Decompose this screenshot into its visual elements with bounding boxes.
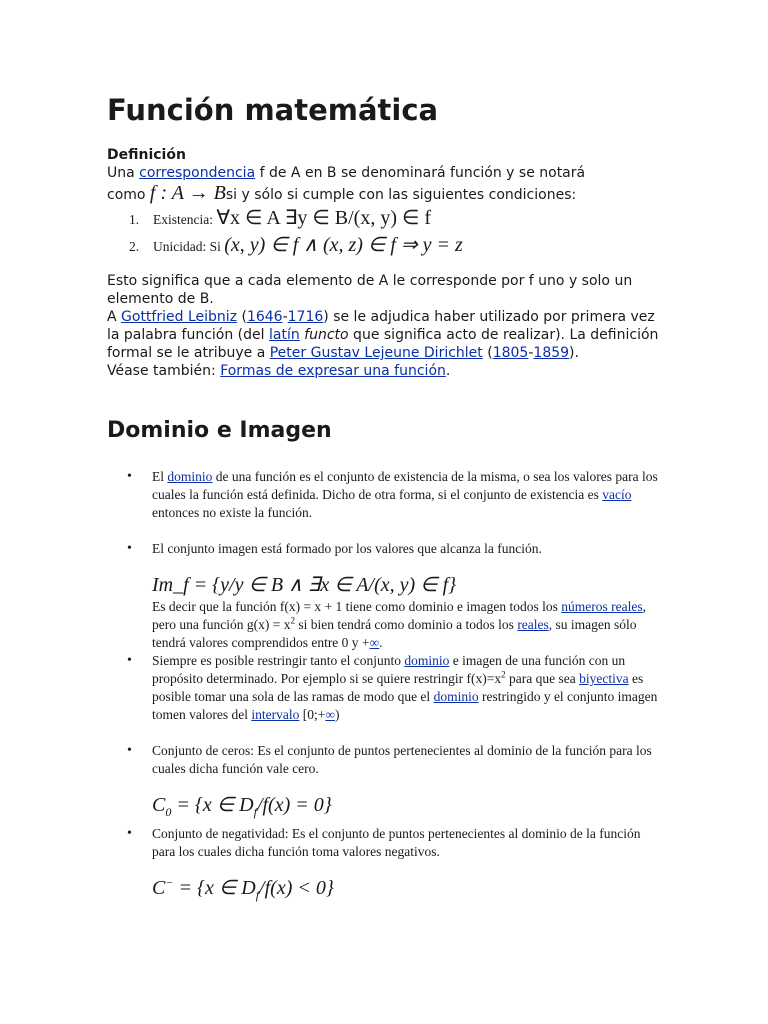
dominio-list — [107, 468, 667, 908]
text: como — [107, 187, 150, 203]
link-formas-de-expresar[interactable]: Formas de expresar una función — [220, 363, 446, 379]
superscript: 2 — [290, 615, 295, 626]
link-biyectiva[interactable]: biyectiva — [579, 671, 629, 686]
text: Una — [107, 165, 140, 181]
condition-label: Unicidad: Si — [153, 239, 225, 254]
text: para que sea — [505, 671, 580, 686]
list-item-dominio — [107, 468, 667, 522]
text: ( — [482, 345, 493, 361]
link-vacio[interactable]: vacío — [602, 487, 632, 502]
document-page — [107, 88, 667, 908]
text: - — [282, 309, 288, 325]
text: que significa acto de realizar). La definición formal se le atribuye a — [107, 327, 659, 361]
formula-function-notation: f : A → B — [149, 182, 226, 204]
list-item-ceros — [107, 742, 667, 825]
text: El — [152, 469, 168, 484]
definition-line-1 — [107, 164, 667, 182]
paragraph-vease — [107, 362, 667, 380]
text: Conjunto de negatividad: Es el conjunto de puntos pertenecientes al dominio de la función para los cuales dicha función toma valores negativos. — [152, 826, 641, 859]
text: A — [107, 309, 122, 325]
definition-section — [107, 146, 667, 260]
link-dominio-2[interactable]: dominio — [404, 653, 450, 668]
formula-ceros: $C_0 = \{x$ ∈ $D_f/f(x) = 0$} — [152, 794, 332, 819]
superscript: 2 — [501, 669, 506, 680]
formula-negatividad: C− = {x ∈ $D_f/f(x) < 0$} — [152, 875, 334, 902]
text: Es decir que la función f(x) = x + 1 tiene como dominio e imagen todos los — [152, 599, 562, 614]
link-dirichlet[interactable]: Peter Gustav Lejeune Dirichlet — [269, 345, 483, 361]
list-item-negatividad — [107, 825, 667, 908]
text: Siempre es posible restringir tanto el conjunto — [152, 653, 405, 668]
conditions-list — [129, 206, 667, 260]
text: ). — [569, 345, 579, 361]
section-heading-dominio: Dominio e Imagen — [107, 418, 332, 443]
link-gottfried-leibniz[interactable]: Gottfried Leibniz — [121, 309, 238, 325]
paragraph-leibniz — [107, 308, 667, 362]
text: ) — [334, 707, 340, 722]
condition-number: 2. — [129, 239, 140, 254]
link-latin[interactable]: latín — [268, 327, 300, 343]
text: . — [379, 635, 383, 650]
link-numeros-reales[interactable]: números reales — [561, 599, 643, 614]
list-item-restringir — [107, 652, 667, 724]
definition-line-2 — [107, 182, 667, 206]
link-correspondencia[interactable]: correspondencia — [139, 165, 256, 181]
text: ( — [237, 309, 247, 325]
formula-existencia: ∀x ∈ A ∃y ∈ B/(x, y) ∈ f — [216, 207, 432, 229]
link-year-1805[interactable]: 1805 — [492, 345, 529, 361]
paragraph-significa: Esto significa que a cada elemento de A le corresponde por f uno y solo un elemento de B. — [107, 273, 633, 307]
link-year-1716[interactable]: 1716 — [287, 309, 324, 325]
text: Conjunto de ceros: Es el conjunto de puntos pertenecientes al dominio de la función para los cuales dicha función vale cero. — [152, 743, 652, 776]
condition-unicidad — [129, 232, 667, 260]
formula-imagen: Im_f = {y/y ∈ B ∧ ∃x ∈ A/(x, y) ∈ f} — [152, 574, 457, 596]
definition-heading: Definición — [107, 147, 186, 163]
text: si y sólo si cumple con las siguientes condiciones: — [225, 187, 577, 203]
text: - — [528, 345, 534, 361]
text: entonces no existe la función. — [152, 505, 313, 520]
link-year-1859[interactable]: 1859 — [533, 345, 570, 361]
link-dominio[interactable]: dominio — [167, 469, 213, 484]
link-intervalo[interactable]: intervalo — [251, 707, 300, 722]
formula-unicidad: (x, y) ∈ f ∧ (x, z) ∈ f ⇒ y = z — [224, 234, 463, 256]
text: restringido y el conjunto imagen tomen valores del — [152, 689, 658, 722]
link-infinito[interactable]: ∞ — [369, 635, 380, 650]
text: . — [445, 363, 451, 379]
text: , pero una función g(x) = x — [152, 599, 646, 632]
list-item-imagen — [107, 540, 667, 652]
condition-label: Existencia: — [153, 212, 217, 227]
condition-existencia — [129, 206, 667, 232]
link-dominio-3[interactable]: dominio — [433, 689, 479, 704]
definition-body — [107, 272, 667, 380]
text: Véase también: — [107, 363, 221, 379]
imagen-example — [152, 598, 667, 652]
link-year-1646[interactable]: 1646 — [246, 309, 283, 325]
text: si bien tendrá como dominio a todos los — [294, 617, 518, 632]
text: de una función es el conjunto de existencia de la misma, o sea los valores para los cuales la función está definida. Dicho de otra forma, si el conjunto de existencia es — [152, 469, 658, 502]
link-infinito-2[interactable]: ∞ — [325, 707, 335, 722]
page-title: Función matemática — [107, 93, 439, 127]
condition-number: 1. — [129, 212, 140, 227]
text: es posible tomar una sola de las ramas de modo que el — [152, 671, 644, 704]
text: , su imagen sólo tendrá valores comprendidos entre 0 y + — [152, 617, 637, 650]
text: e imagen de una función con un propósito determinado. Por ejemplo si se quiere restringir f(x)=x — [152, 653, 626, 686]
link-reales[interactable]: reales — [517, 617, 549, 632]
text-functo: functo — [304, 327, 349, 343]
text: f de A en B se denominará función y se notará — [255, 165, 586, 181]
text: ) se le adjudica haber utilizado por primera vez la palabra función (del — [107, 309, 655, 343]
text: El conjunto imagen está formado por los valores que alcanza la función. — [152, 541, 542, 556]
text: [0;+ — [299, 707, 326, 722]
